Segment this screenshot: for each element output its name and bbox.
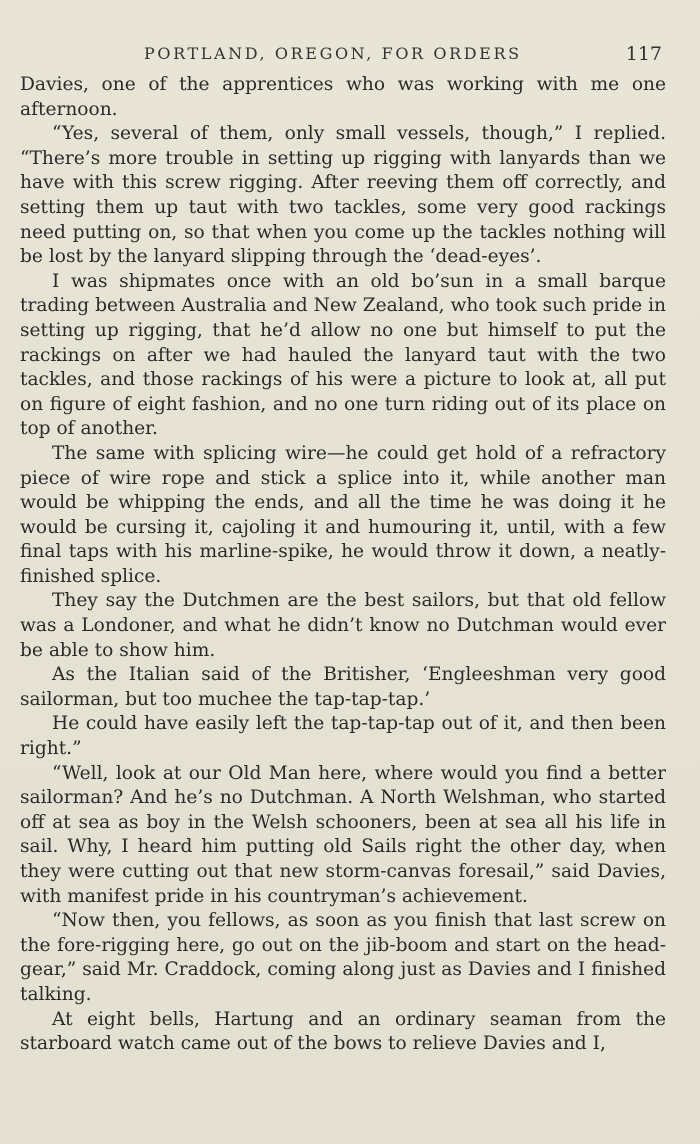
- paragraph-8: “Well, look at our Old Man here, where would you find a better sailorman? And he’s no Dutchman. A North Welshman, who started off at sea as boy in the Welsh schooners, been at sea all his life in sail. Why, I heard him putting old Sails right the other day, when they were cutting out that new storm-canvas foresail,” said Davies, with manifest pride in his countryman’s achievement.: [20, 762, 666, 907]
- paragraph-7: He could have easily left the tap-tap-tap out of it, and then been right.”: [20, 713, 666, 760]
- paragraph-2: “Yes, several of them, only small vessels, though,” I replied. “There’s more trouble in setting up rigging with lanyards than we have with this screw rigging. After reeving them off correctly, and setting them up taut with two tackles, some very good rackings need putting on, so that when you come up the tackles nothing will be lost by the lanyard slipping through the ‘dead-eyes’.: [20, 123, 666, 268]
- paragraph-5: They say the Dutchmen are the best sailors, but that old fellow was a Londoner, and what he didn’t know no Dutchman would ever be able to show him.: [20, 590, 666, 661]
- body-text: [20, 73, 666, 1057]
- page-number: 117: [625, 43, 662, 65]
- paragraph-6: As the Italian said of the Britisher, ‘Engleeshman very good sailorman, but too muchee the tap-tap-tap.’: [20, 664, 666, 710]
- paragraph-1: Davies, one of the apprentices who was working with me one afternoon.: [20, 74, 666, 120]
- paragraph-4: The same with splicing wire—he could get hold of a refractory piece of wire rope and stick a splice into it, while another man would be whipping the ends, and all the time he was doing it he would be cursing it, cajoling it and humouring it, until, with a few final taps with his marline-spike, he would throw it down, a neatly-finished splice.: [20, 442, 666, 587]
- running-title: PORTLAND, OREGON, FOR ORDERS: [144, 44, 522, 63]
- paragraph-10: At eight bells, Hartung and an ordinary seaman from the starboard watch came out of the bows to relieve Davies and I,: [20, 1008, 666, 1055]
- running-head: [20, 40, 666, 70]
- paragraph-3: I was shipmates once with an old bo’sun in a small barque trading between Australia and New Zealand, who took such pride in setting up rigging, that he’d allow no one but himself to put the rackings on after we had hauled the lanyard taut with the two tackles, and those rackings of his were a picture to look at, all put on figure of eight fashion, and no one turn riding out of its place on top of another.: [20, 270, 666, 440]
- paragraph-9: “Now then, you fellows, as soon as you finish that last screw on the fore-rigging here, go out on the jib-boom and start on the head-gear,” said Mr. Craddock, coming along just as Davies and I finished talking.: [20, 910, 666, 1005]
